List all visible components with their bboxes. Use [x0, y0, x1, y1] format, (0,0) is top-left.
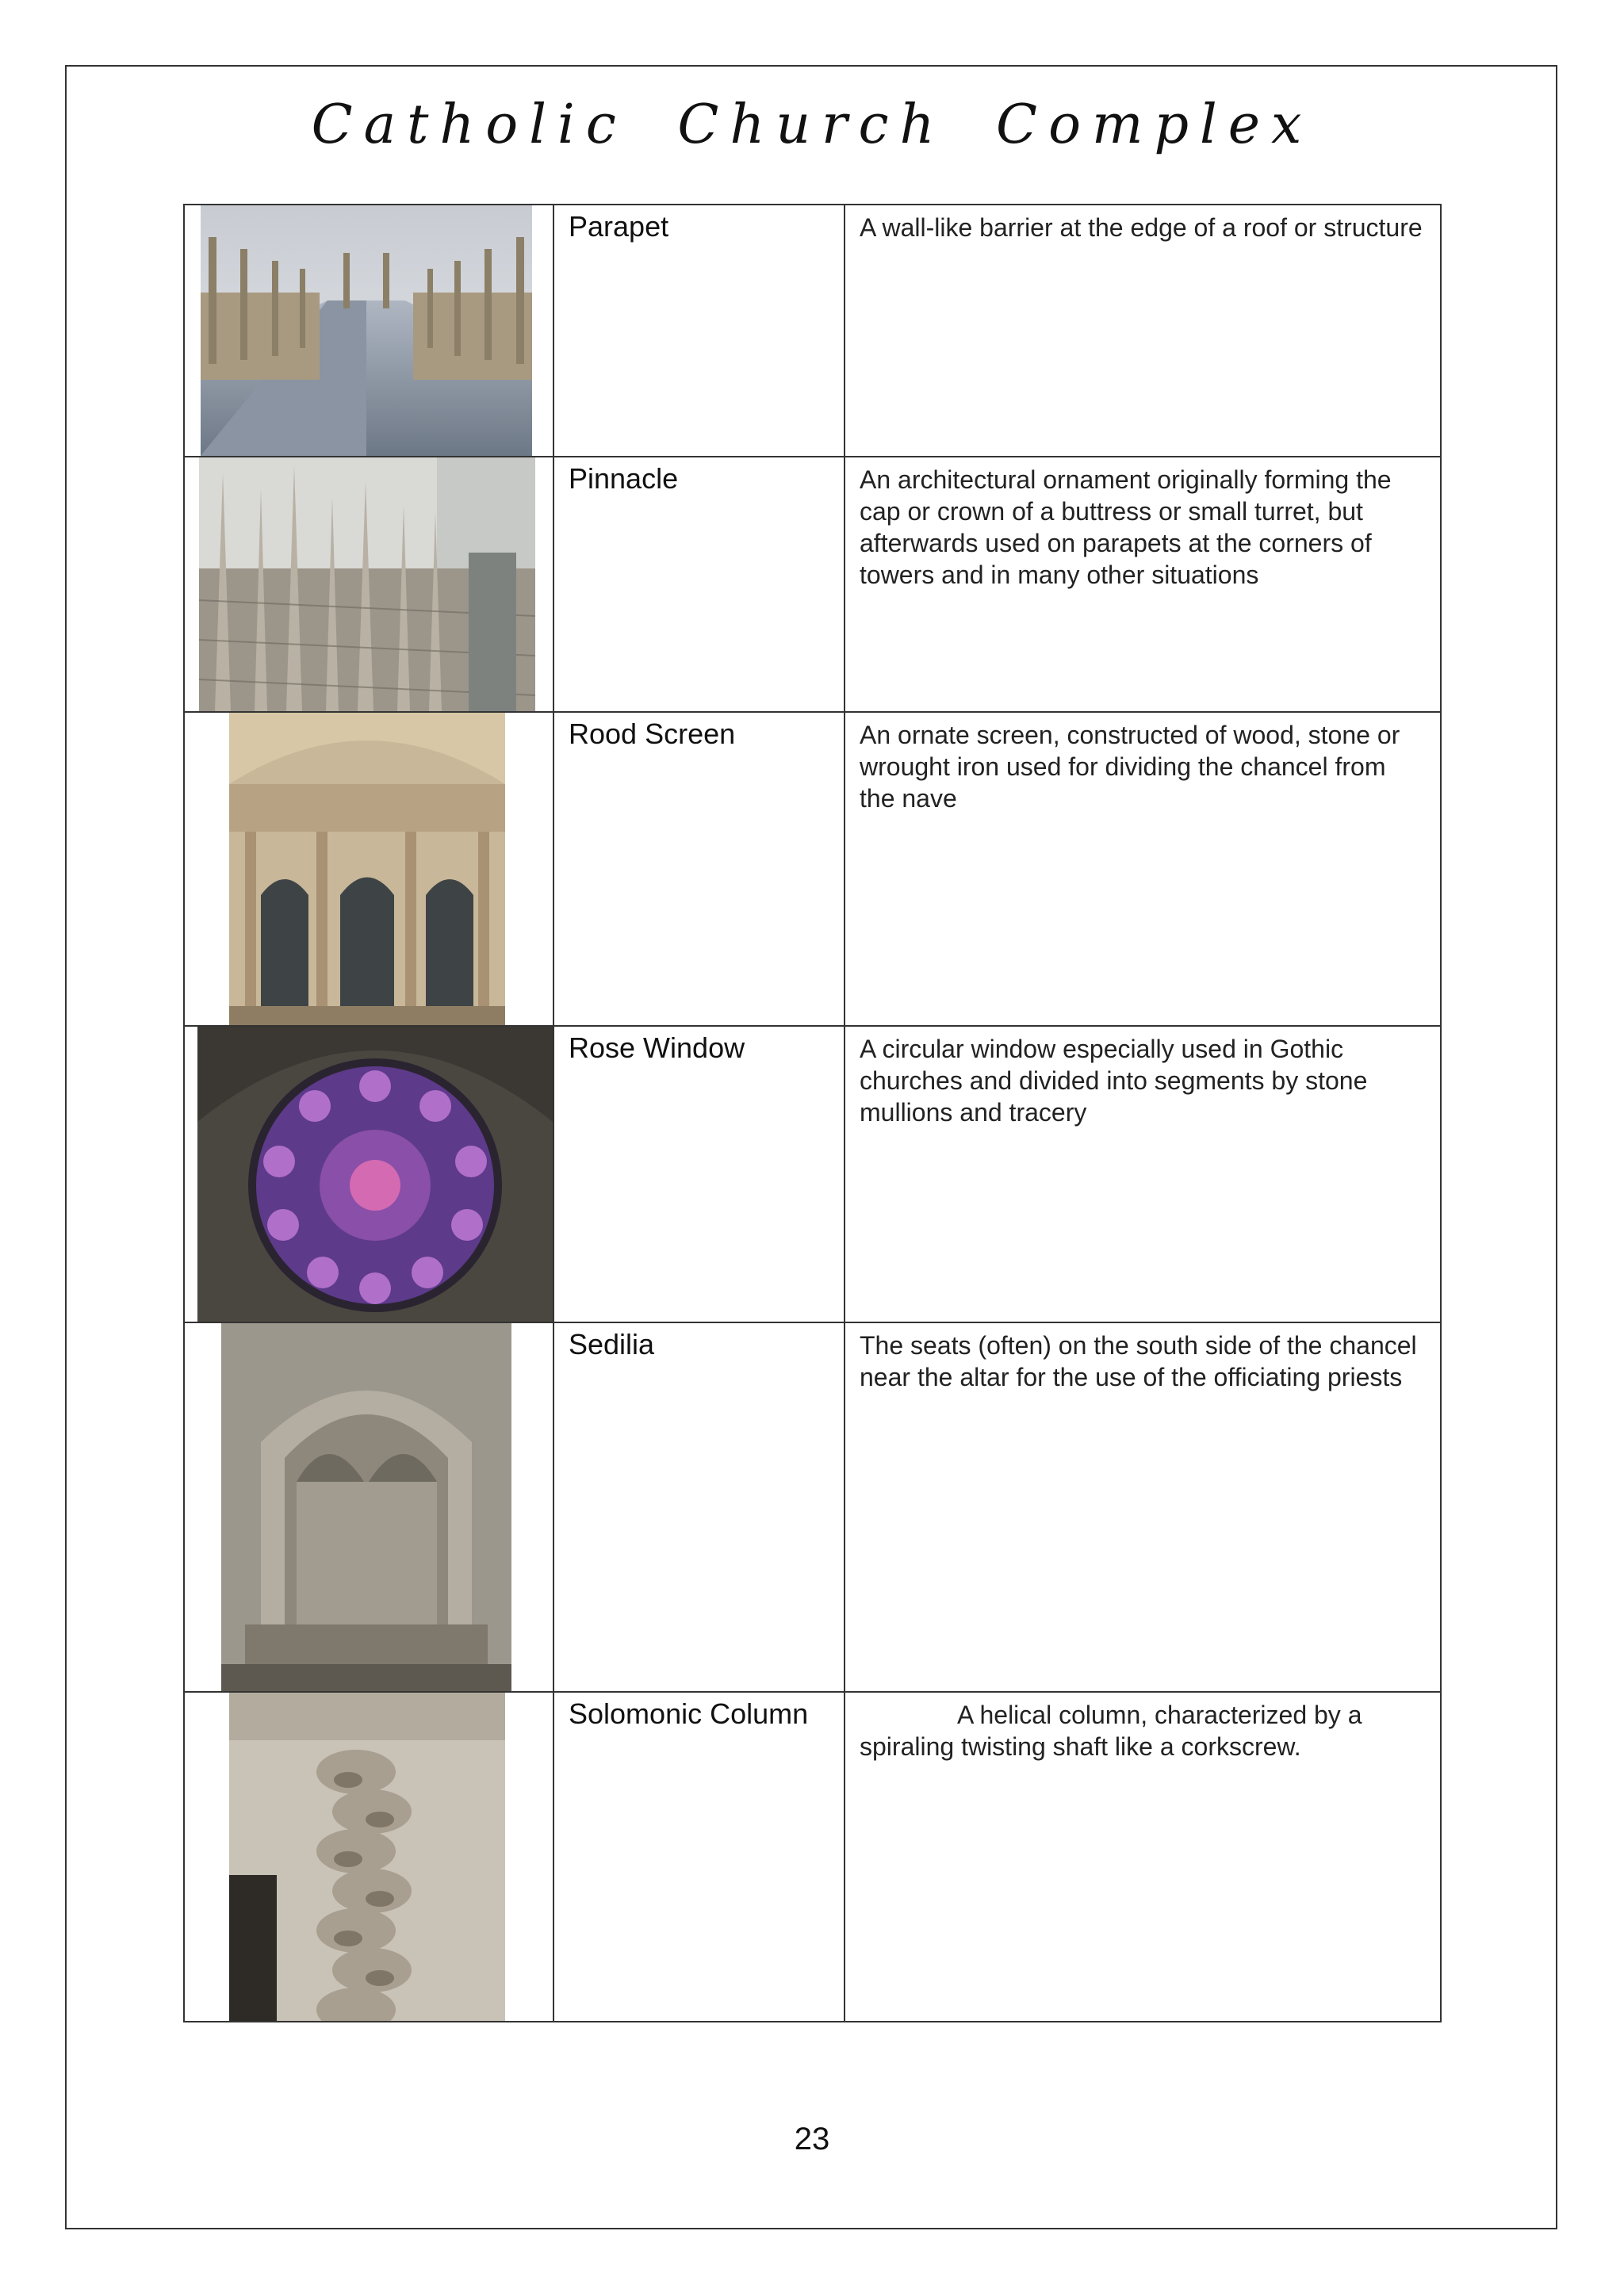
table-row [184, 457, 1441, 712]
definition-cell [845, 205, 1441, 457]
sedilia-photo [221, 1323, 511, 1691]
definition-text: A circular window especially used in Gothic churches and divided into segments by stone mullions and tracery [860, 1035, 1368, 1127]
term-cell [553, 1322, 845, 1692]
term-cell [553, 1692, 845, 2022]
term-cell [553, 457, 845, 712]
image-cell [184, 1322, 553, 1692]
table-row [184, 1322, 1441, 1692]
table-row [184, 1026, 1441, 1322]
image-cell [184, 457, 553, 712]
definition-cell [845, 1322, 1441, 1692]
rood-screen-photo [229, 713, 505, 1025]
definition-cell [845, 1692, 1441, 2022]
definition-cell [845, 1026, 1441, 1322]
definition-text: An architectural ornament originally forming the cap or crown of a buttress or small turret, but afterwards used on parapets at the corners of towers and in many other situations [860, 465, 1392, 589]
page-title: Catholic Church Complex [311, 94, 1313, 156]
image-cell [184, 205, 553, 457]
parapet-photo [201, 205, 532, 456]
definition-text: An ornate screen, constructed of wood, stone or wrought iron used for dividing the chancel from the nave [860, 721, 1400, 813]
term-cell [553, 205, 845, 457]
term-label: Sedilia [569, 1328, 655, 1360]
pinnacle-photo [199, 457, 535, 711]
definition-text: A wall-like barrier at the edge of a roof or structure [860, 213, 1423, 242]
definition-cell [845, 712, 1441, 1026]
definition-cell [845, 457, 1441, 712]
term-label: Parapet [569, 210, 669, 243]
definition-text: The seats (often) on the south side of the chancel near the altar for the use of the officiating priests [860, 1331, 1417, 1391]
term-label: Rose Window [569, 1031, 745, 1064]
term-label: Solomonic Column [569, 1697, 809, 1730]
term-label: Pinnacle [569, 462, 679, 495]
image-cell [184, 1692, 553, 2022]
page-number: 23 [794, 2122, 830, 2156]
rose-window-photo [197, 1027, 553, 1322]
table-row [184, 712, 1441, 1026]
image-cell [184, 712, 553, 1026]
image-cell [184, 1026, 553, 1322]
term-cell [553, 1026, 845, 1322]
term-cell [553, 712, 845, 1026]
solomonic-column-photo [229, 1693, 505, 2021]
glossary-table [183, 204, 1442, 2022]
term-label: Rood Screen [569, 718, 736, 750]
table-row [184, 1692, 1441, 2022]
definition-text: A helical column, characterized by a spiraling twisting shaft like a corkscrew. [860, 1701, 1362, 1761]
table-row [184, 205, 1441, 457]
